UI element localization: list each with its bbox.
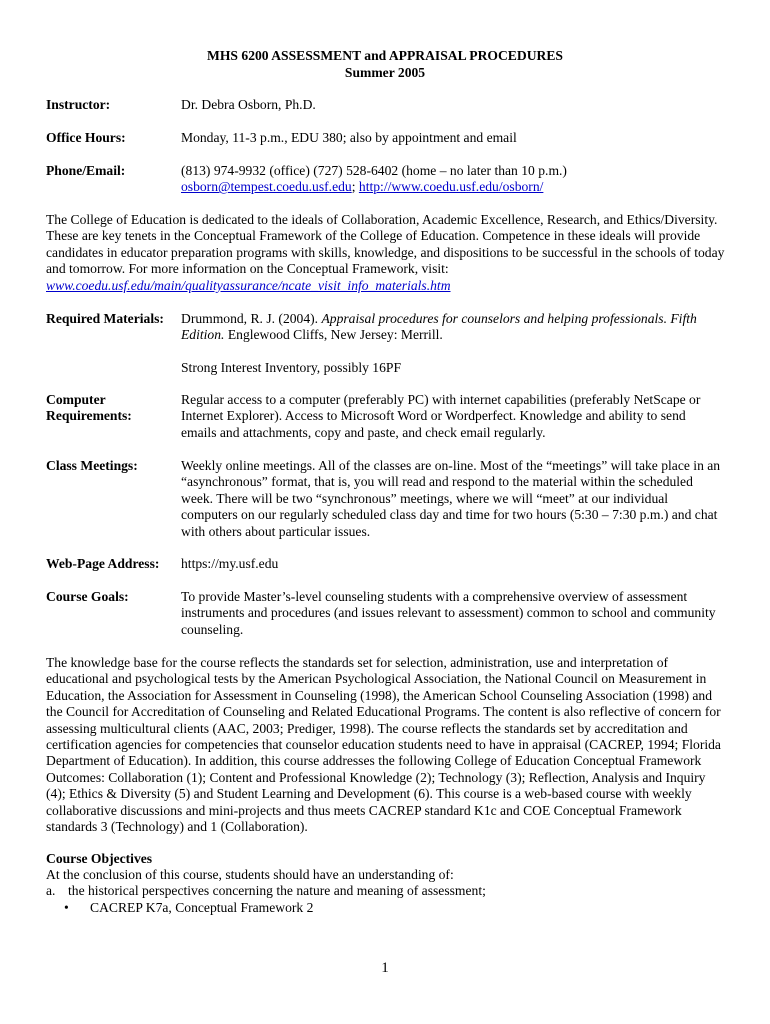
class-meetings-value: Weekly online meetings. All of the classes are on-line. Most of the “meetings” will take place in an “asynchronous” format, that is, you will read and respond to the material within the scheduled week. There will be two “synchronous” meetings, where we will “meet” at our individual computers on our regularly scheduled class day and time for two hours (5:30 – 7:30 p.m.) and chat with others about particular issues. bbox=[181, 458, 721, 539]
objective-a-bullet: CACREP K7a, Conceptual Framework 2 bbox=[90, 900, 314, 915]
objectives-heading: Course Objectives bbox=[46, 851, 153, 866]
class-meetings-label: Class Meetings: bbox=[46, 458, 138, 473]
website-link[interactable]: http://www.coedu.usf.edu/osborn/ bbox=[358, 179, 544, 195]
required-materials-extra: Strong Interest Inventory, possibly 16PF bbox=[181, 360, 402, 375]
citation-author: Drummond, R. J. (2004). bbox=[181, 311, 319, 326]
objective-a-marker: a. bbox=[46, 883, 56, 898]
course-goals-value: To provide Master’s-level counseling students with a comprehensive overview of assessment instruments and procedures (and issues relevant to assessment) common to school and community counseling. bbox=[181, 589, 716, 637]
college-paragraph bbox=[46, 212, 732, 294]
required-materials-label: Required Materials: bbox=[46, 311, 164, 326]
course-term: Summer 2005 bbox=[344, 65, 426, 80]
conceptual-framework-link[interactable]: www.coedu.usf.edu/main/qualityassurance/ncate_visit_info_materials.htm bbox=[46, 277, 451, 293]
phone-email-label: Phone/Email: bbox=[46, 163, 126, 178]
instructor-value: Dr. Debra Osborn, Ph.D. bbox=[181, 97, 316, 112]
contact-separator: ; bbox=[351, 179, 356, 195]
computer-label-line1: Computer bbox=[46, 392, 106, 407]
computer-label-line2: Requirements: bbox=[46, 408, 132, 423]
phone-numbers: (813) 974-9932 (office) (727) 528-6402 (home – no later than 10 p.m.) bbox=[181, 163, 567, 178]
citation-publisher: Englewood Cliffs, New Jersey: Merrill. bbox=[227, 327, 443, 343]
objectives-intro: At the conclusion of this course, students should have an understanding of: bbox=[46, 867, 454, 882]
college-paragraph-text: The College of Education is dedicated to the ideals of Collaboration, Academic Excellence, Research, and Ethics/Diversity. These are key tenets in the Conceptual Framework of the College of Education. Competence in these ideals will provide candidates in educator preparation programs with skills, knowledge, and dispositions to be successful in the schools of today and tomorrow. For more information on the Conceptual Framework, visit: bbox=[46, 212, 725, 277]
course-goals-label: Course Goals: bbox=[46, 589, 129, 604]
course-title: MHS 6200 ASSESSMENT and APPRAISAL PROCEDURES bbox=[207, 48, 563, 63]
required-materials-citation bbox=[181, 311, 736, 344]
instructor-label: Instructor: bbox=[46, 97, 111, 112]
phone-email-value bbox=[181, 163, 731, 196]
email-link[interactable]: osborn@tempest.coedu.usf.edu bbox=[181, 179, 352, 195]
office-hours-label: Office Hours: bbox=[46, 130, 126, 145]
knowledge-base-paragraph: The knowledge base for the course reflects the standards set for selection, administration, use and interpretation of educational and psychological tests by the American Psychological Association, the National Council on Measurement in Education, the Association for Assessment in Counseling (1998), the American School Counseling Association (1998) and the Council for Accreditation of Counseling and Related Educational Programs. The content is also reflective of concern for assessing multicultural clients (AAC, 2003; Prediger, 1998). The course reflects the standards set by accreditation and certification agencies for competencies that counselor education students need to have in appraisal (CACREP, 1994; Florida Department of Education). In addition, this course addresses the following College of Education Conceptual Framework Outcomes: Collaboration (1); Content and Professional Knowledge (2); Technology (3); Reflection, Analysis and Inquiry (4); Ethics & Diversity (5) and Student Learning and Development (6). This course is a web-based course with weekly collaborative discussions and mini-projects and thus meets CACREP standard K1c and COE Conceptual Framework standards 3 (Technology) and 1 (Collaboration). bbox=[46, 655, 721, 835]
web-page-value: https://my.usf.edu bbox=[181, 556, 279, 571]
objective-a-text: the historical perspectives concerning the nature and meaning of assessment; bbox=[68, 883, 486, 898]
computer-requirements-value: Regular access to a computer (preferably PC) with internet capabilities (preferably NetScape or Internet Explorer). Access to Microsoft Word or Wordperfect. Knowledge and ability to send emails and attachments, copy and paste, and check email regularly. bbox=[181, 392, 701, 440]
citation-title: Appraisal procedures for counselors and helping professionals. Fifth Edition. bbox=[181, 311, 697, 343]
web-page-label: Web-Page Address: bbox=[46, 556, 160, 571]
office-hours-value: Monday, 11-3 p.m., EDU 380; also by appointment and email bbox=[181, 130, 517, 145]
bullet-icon: • bbox=[64, 900, 69, 915]
page-number: 1 bbox=[381, 960, 389, 976]
